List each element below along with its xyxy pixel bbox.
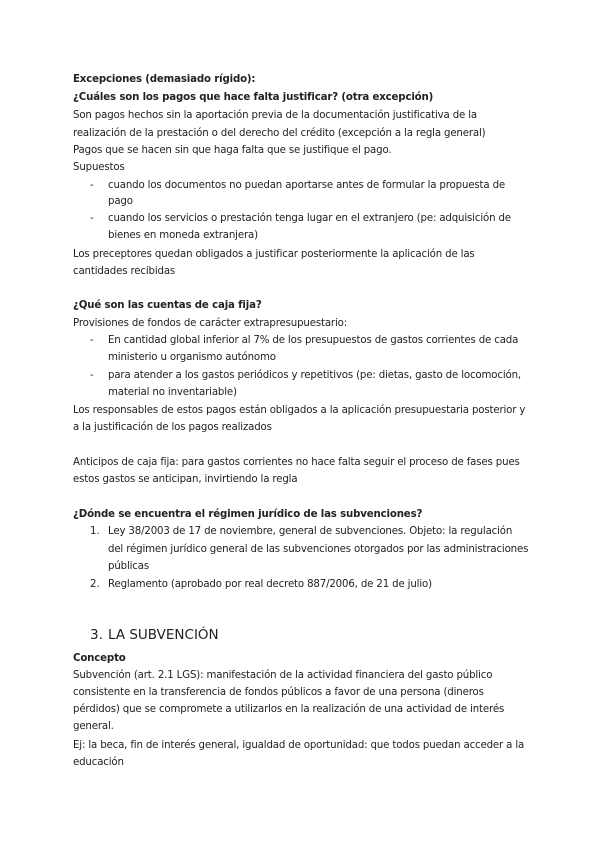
section-title: LA SUBVENCIÓN (108, 627, 219, 643)
subheading-concepto: Concepto (73, 653, 126, 664)
list-dash: - (90, 370, 94, 381)
paragraph-line: pérdidos) que se compromete a utilizarlos en la realización de una actividad de interés (73, 704, 505, 715)
paragraph-line: consistente en la transferencia de fondos públicos a favor de una persona (dineros (73, 687, 484, 698)
list-item-line: ministerio u organismo autónomo (108, 352, 276, 363)
question-pagos: ¿Cuáles son los pagos que hace falta justificar? (otra excepción) (73, 92, 434, 103)
list-item-line: cuando los servicios o prestación tenga lugar en el extranjero (pe: adquisición de (108, 213, 511, 224)
list-item-line: cuando los documentos no puedan aportarse antes de formular la propuesta de (108, 180, 506, 191)
list-dash: - (90, 335, 94, 346)
paragraph-line: estos gastos se anticipan, invirtiendo la regla (73, 474, 298, 485)
heading-excepciones: Excepciones (demasiado rígido): (73, 74, 256, 85)
paragraph-line: Subvención (art. 2.1 LGS): manifestación de la actividad financiera del gasto público (73, 670, 493, 681)
paragraph-line: Los responsables de estos pagos están obligados a la aplicación presupuestaria posterior y (73, 405, 526, 416)
list-item-line: En cantidad global inferior al 7% de los presupuestos de gastos corrientes de cada (108, 335, 519, 346)
paragraph-line: Anticipos de caja fija: para gastos corrientes no hace falta seguir el proceso de fases pues (73, 457, 520, 468)
label-supuestos: Supuestos (73, 162, 125, 173)
question-caja-fija: ¿Qué son las cuentas de caja fija? (73, 300, 262, 311)
paragraph-line: Son pagos hechos sin la aportación previa de la documentación justificativa de la (73, 110, 478, 121)
paragraph-line: educación (73, 757, 124, 768)
list-item-line: del régimen jurídico general de las subvenciones otorgados por las administraciones (108, 544, 529, 555)
list-item-line: para atender a los gastos periódicos y repetitivos (pe: dietas, gasto de locomoción, (108, 370, 521, 381)
list-item-line: Reglamento (aprobado por real decreto 887/2006, de 21 de julio) (108, 579, 432, 590)
paragraph-line: cantidades recibidas (73, 266, 176, 277)
paragraph-line: Ej: la beca, fin de interés general, igualdad de oportunidad: que todos puedan acceder a la (73, 740, 525, 751)
paragraph-line: Los preceptores quedan obligados a justificar posteriormente la aplicación de las (73, 249, 475, 260)
list-dash: - (90, 213, 94, 224)
list-item-line: pago (108, 196, 133, 207)
list-item-line: Ley 38/2003 de 17 de noviembre, general de subvenciones. Objeto: la regulación (108, 526, 513, 537)
question-regimen: ¿Dónde se encuentra el régimen jurídico de las subvenciones? (73, 509, 423, 520)
list-number: 2. (90, 579, 100, 590)
list-item-line: públicas (108, 561, 150, 572)
section-number: 3. (90, 627, 103, 643)
paragraph-line: Pagos que se hacen sin que haga falta que se justifique el pago. (73, 145, 392, 156)
section-heading (90, 626, 219, 644)
list-number: 1. (90, 526, 100, 537)
paragraph-line: a la justificación de los pagos realizados (73, 422, 272, 433)
paragraph-line: general. (73, 721, 114, 732)
list-item-line: material no inventariable) (108, 387, 237, 398)
list-item-line: bienes en moneda extranjera) (108, 230, 258, 241)
list-dash: - (90, 180, 94, 191)
paragraph-line: Provisiones de fondos de carácter extrapresupuestario: (73, 318, 348, 329)
paragraph-line: realización de la prestación o del derecho del crédito (excepción a la regla general) (73, 128, 486, 139)
